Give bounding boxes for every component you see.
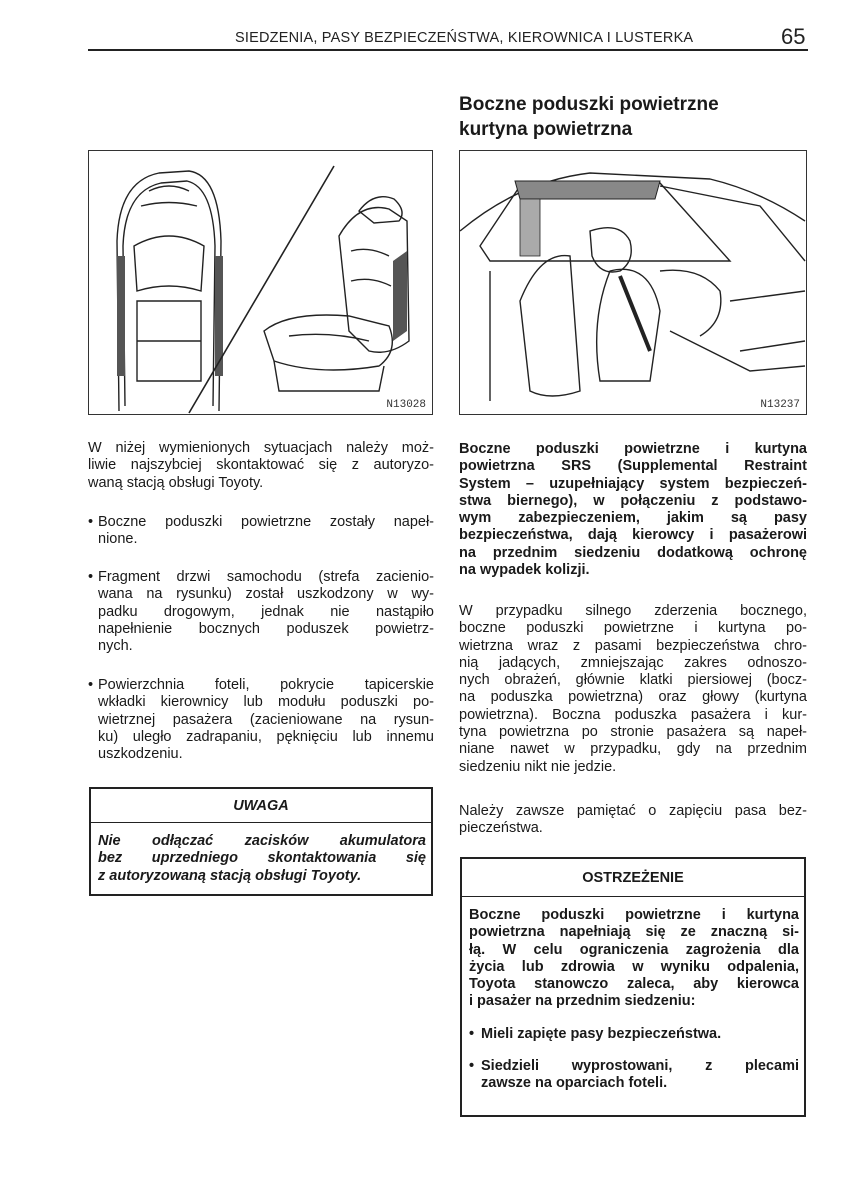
notice-body xyxy=(98,833,426,885)
text-line: bezpieczeństwa, dają kierowcy i pasażerowi xyxy=(459,527,807,544)
notice-heading: UWAGA xyxy=(91,789,431,823)
figure-code: N13028 xyxy=(386,399,426,411)
text-line: z autoryzowaną stacją obsługi Toyoty. xyxy=(98,867,362,884)
list-item xyxy=(469,1058,799,1093)
bullet-symbol: • xyxy=(88,677,94,693)
section-title xyxy=(459,92,799,142)
text-line: życia lub zdrowia w wyniku odpalenia, xyxy=(469,958,799,975)
text-line: liwie najszybciej skontaktować się z autoryzo- xyxy=(88,457,434,474)
text-line: niane nawet w przypadku, gdy na przednim xyxy=(459,741,807,758)
text-line: pieczeństwa. xyxy=(459,820,543,837)
text-line: nych obrażeń, głównie klatki piersiowej (bocz- xyxy=(459,672,807,689)
text-line: tyna powietrzna po stronie pasażera są napeł- xyxy=(459,724,807,741)
text-line: napełnienie bocznych poduszek powietrz- xyxy=(98,620,434,637)
text-line: powietrzna napełniają się ze znaczną si- xyxy=(469,924,799,941)
notice-box xyxy=(89,787,433,896)
curtain-airbag-shaded xyxy=(515,181,660,199)
text-line: Mieli zapięte pasy bezpieczeństwa. xyxy=(481,1025,722,1042)
text-line: Należy zawsze pamiętać o zapięciu pasa bez- xyxy=(459,803,807,819)
text-line: powietrzna). Boczna poduszka pasażera i kur- xyxy=(459,706,807,723)
intro-paragraph xyxy=(88,440,434,492)
text-line: na przednim siedzeniu dodatkową ochronę xyxy=(459,544,807,561)
text-line: stwa biernego), w połączeniu z podstawo- xyxy=(459,492,807,509)
figure-curtain-airbag xyxy=(459,150,807,415)
car-body-outline xyxy=(117,171,221,411)
list-item xyxy=(469,1026,799,1043)
text-line: wietrznej pasażera (zacieniowane na rysun- xyxy=(98,711,434,728)
text-line: Boczne poduszki powietrzne i kurtyna xyxy=(469,907,799,923)
bullet-symbol: • xyxy=(469,1025,475,1042)
text-line: nią jadących, zmniejszając zakres odnoszo- xyxy=(459,654,807,671)
warning-box xyxy=(460,857,806,1117)
warning-body xyxy=(469,907,799,1093)
text-line: Boczne poduszki powietrzne i kurtyna xyxy=(459,441,807,457)
bullet-symbol: • xyxy=(469,1058,475,1075)
text-line: na wypadek kolizji. xyxy=(459,562,590,579)
body-paragraph xyxy=(459,803,807,838)
text-line: Powierzchnia foteli, pokrycie tapicerskie xyxy=(98,677,434,693)
text-line: zawsze na oparciach foteli. xyxy=(481,1075,668,1092)
text-line: padku drogowym, jednak nie nastąpiło xyxy=(98,603,434,620)
section-title-line: kurtyna powietrzna xyxy=(459,119,633,140)
figure-car-and-seat xyxy=(88,150,433,415)
text-line: i pasażer na przednim siedzeniu: xyxy=(469,993,696,1010)
text-line: siedzeniu nikt nie jedzie. xyxy=(459,758,617,775)
text-line: na poduszka powietrzna) oraz głowy (kurtyna xyxy=(459,689,807,706)
text-line: wietrzna wraz z pasami bezpieczeństwa chro- xyxy=(459,637,807,654)
text-line: bez uprzedniego skontaktowania się xyxy=(98,850,426,867)
text-line: uszkodzeniu. xyxy=(98,746,183,763)
running-header: SIEDZENIA, PASY BEZPIECZEŃSTWA, KIEROWNICA I LUSTERKA xyxy=(235,30,694,46)
car-seat-illustration xyxy=(89,151,433,415)
text-line: Toyota stanowczo zaleca, aby kierowca xyxy=(469,976,799,993)
body-paragraph xyxy=(459,603,807,776)
page-number: 65 xyxy=(781,24,806,49)
text-line: W przypadku silnego zderzenia bocznego, xyxy=(459,603,807,619)
curtain-airbag-illustration xyxy=(460,151,807,415)
seat-airbag-shaded-zone xyxy=(393,251,407,341)
figure-code: N13237 xyxy=(760,399,800,411)
seat-drawing xyxy=(264,197,409,391)
bold-intro-paragraph xyxy=(459,441,807,579)
text-line: boczne poduszki powietrzne i kurtyna po- xyxy=(459,620,807,637)
text-line: powietrzna SRS (Supplemental Restraint xyxy=(459,458,807,475)
warning-heading: OSTRZEŻENIE xyxy=(462,859,804,897)
seat-cushion xyxy=(264,315,392,370)
text-line: wkładki kierownicy lub modułu poduszki po- xyxy=(98,694,434,711)
text-line: Nie odłączać zacisków akumulatora xyxy=(98,833,426,849)
text-line: Siedzieli wyprostowani, z plecami xyxy=(481,1058,799,1075)
steering-wheel xyxy=(660,270,721,336)
text-line: wym zabezpieczeniem, jakim są pasy xyxy=(459,510,807,527)
bullet-symbol: • xyxy=(88,569,94,585)
text-line: System – uzupełniający system bezpieczeń- xyxy=(459,475,807,492)
rear-seat xyxy=(520,256,580,396)
text-line: W niżej wymienionych sytuacjach należy moż- xyxy=(88,440,434,456)
text-line: nione. xyxy=(98,531,138,548)
occupant-head xyxy=(590,228,631,272)
bullet-symbol: • xyxy=(88,514,94,530)
text-line: Fragment drzwi samochodu (strefa zacienio- xyxy=(98,569,434,585)
occupant-body xyxy=(597,269,660,381)
text-line: nych. xyxy=(98,638,133,655)
left-door-shaded-zone xyxy=(117,256,125,376)
section-title-line: Boczne poduszki powietrzne xyxy=(459,94,719,115)
header-rule xyxy=(88,49,808,51)
text-line: ku) uległo zadrapaniu, pęknięciu lub innemu xyxy=(98,728,434,745)
text-line: łą. W celu ograniczenia zagrożenia dla xyxy=(469,941,799,958)
text-line: Boczne poduszki powietrzne zostały napeł- xyxy=(98,514,434,530)
text-line: wana na rysunku) został uszkodzony w wy- xyxy=(98,586,434,603)
car-windshield xyxy=(134,236,204,291)
text-line: waną stacją obsługi Toyoty. xyxy=(88,474,264,491)
